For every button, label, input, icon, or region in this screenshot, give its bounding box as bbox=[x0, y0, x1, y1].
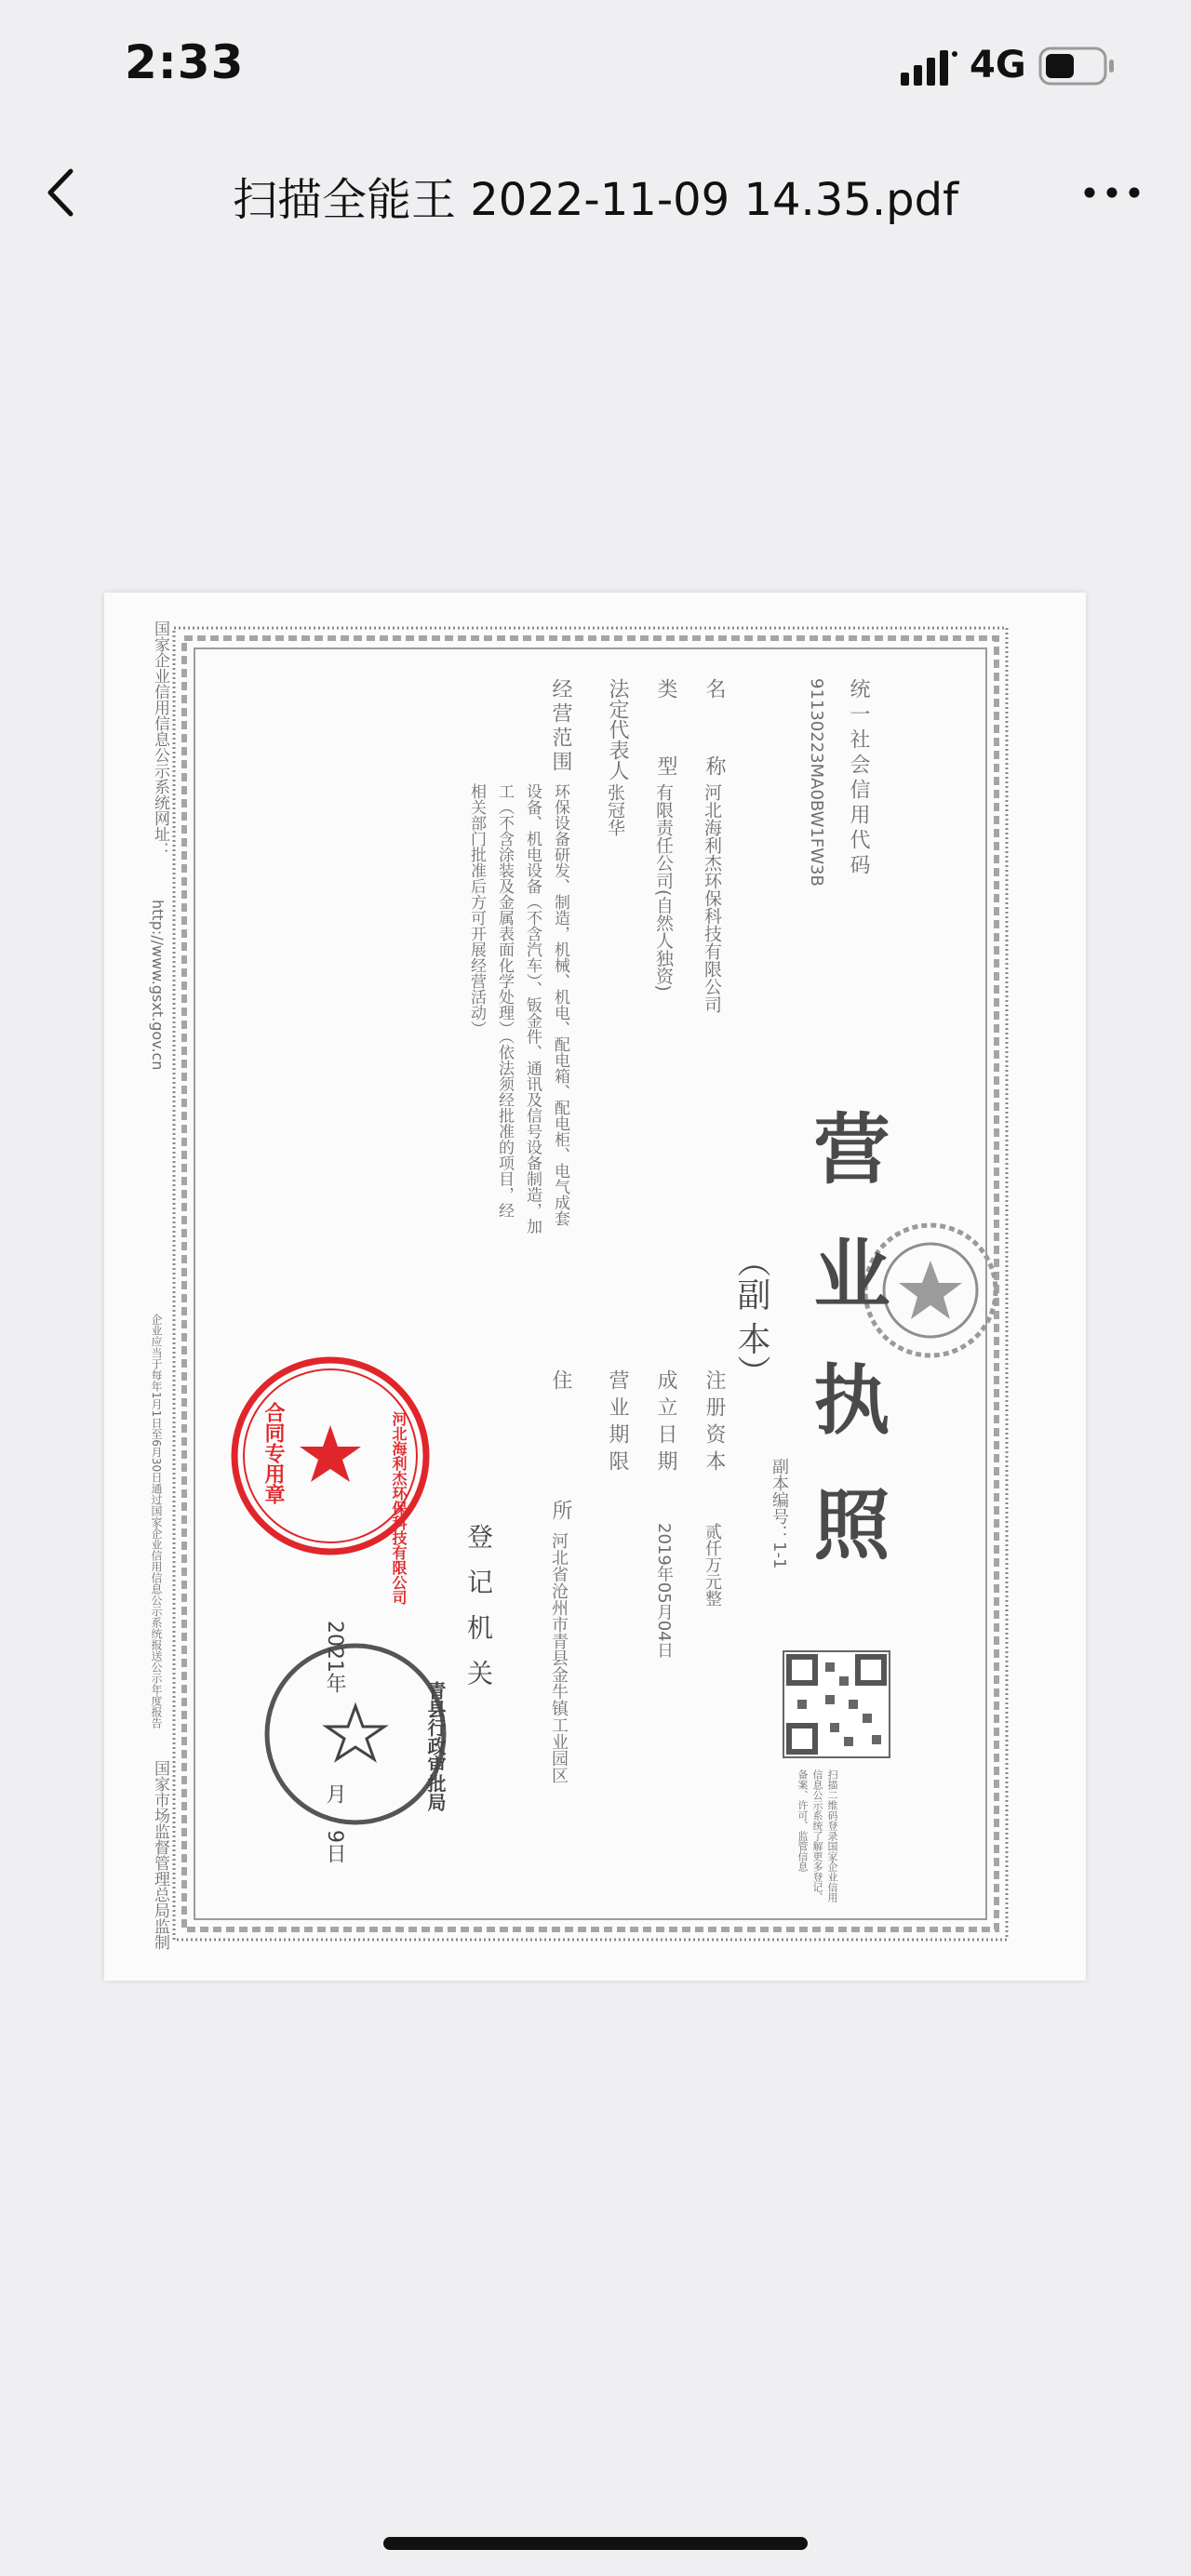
nav-bar bbox=[0, 140, 1191, 247]
page-title: 扫描全能王 2022-11-09 14.35.pdf bbox=[233, 174, 958, 226]
footer-url: http://www.gsxt.gov.cn bbox=[149, 900, 167, 1071]
document-graphics bbox=[104, 593, 1086, 1981]
registration-seal-gray bbox=[267, 1646, 444, 1822]
established-label: 成 立 日 期 bbox=[654, 1369, 677, 1471]
copy-number: 副本编号：1-1 bbox=[769, 1458, 789, 1569]
more-button[interactable] bbox=[1079, 162, 1144, 223]
footer-website-label: 国家企业信用信息公示系统网址： bbox=[151, 621, 169, 858]
home-indicator[interactable] bbox=[383, 2537, 808, 2550]
more-horizontal-icon bbox=[1079, 162, 1144, 223]
capital-value: 贰仟万元整 bbox=[703, 1523, 722, 1607]
address-label: 住 bbox=[549, 1369, 572, 1390]
signal-icon bbox=[901, 48, 960, 86]
document-page[interactable] bbox=[104, 593, 1086, 1981]
chevron-left-icon bbox=[35, 162, 91, 223]
legal-rep-value: 张冠华 bbox=[605, 783, 625, 836]
issue-month: 月 bbox=[323, 1783, 346, 1804]
battery-icon bbox=[1038, 47, 1117, 86]
document-title: 营 业 执 照 bbox=[801, 1109, 890, 1572]
status-bar bbox=[0, 0, 1191, 130]
footer-supervisor: 国家市场监督管理总局监制 bbox=[151, 1760, 169, 1950]
legal-rep-label: 法定代表人 bbox=[606, 678, 629, 781]
qr-code bbox=[783, 1651, 890, 1757]
stamp-red-text: 河北海利杰环保科技有限公司 bbox=[390, 1411, 408, 1605]
back-button[interactable] bbox=[35, 162, 91, 223]
address-value: 河北省沧州市青县金牛镇工业园区 bbox=[549, 1532, 569, 1783]
established-value: 2019年05月04日 bbox=[654, 1523, 674, 1659]
issue-year: 2021年 bbox=[323, 1621, 346, 1693]
term-label: 营 业 期 限 bbox=[606, 1369, 629, 1471]
qr-caption: 扫描二维码登录国家企业信用信息公示系统了解更多登记、备案、许可、监管信息 bbox=[796, 1769, 838, 1902]
stamp-gray-text: 青县行政审批局 bbox=[424, 1681, 447, 1811]
type-label-2: 型 bbox=[654, 755, 677, 776]
address-label-2: 所 bbox=[549, 1500, 572, 1520]
scope-line: 相关部门批准后方可开展经营活动） bbox=[467, 783, 486, 1036]
type-label: 类 bbox=[654, 678, 677, 699]
stamp-red-bottom: 合同专用章 bbox=[261, 1402, 285, 1504]
document-subtitle: （副 本） bbox=[732, 1244, 770, 1389]
credit-code-value: 91130223MA0BW1FW3B bbox=[807, 678, 826, 887]
registration-label: 登 记 机 关 bbox=[463, 1523, 494, 1691]
capital-label: 注 册 资 本 bbox=[703, 1369, 726, 1471]
status-time: 2:33 bbox=[125, 35, 245, 89]
scope-label: 经营范围 bbox=[549, 678, 572, 775]
issue-day: 9日 bbox=[323, 1830, 346, 1863]
name-value: 河北海利杰环保科技有限公司 bbox=[702, 783, 722, 1013]
name-label-2: 称 bbox=[703, 755, 726, 776]
credit-code-label: 统一社会信用代码 bbox=[847, 678, 870, 879]
footer-notice: 企业应当于每年1月1日至6月30日通过国家企业信用信息公示系统报送公示年度报告 bbox=[150, 1314, 163, 1729]
name-label: 名 bbox=[703, 678, 726, 699]
network-label: 4G bbox=[970, 44, 1026, 87]
scope-line: 工（不含涂装及金属表面化学处理）（依法须经批准的项目，经 bbox=[495, 783, 514, 1219]
type-value: 有限责任公司(自然人独资) bbox=[653, 783, 674, 992]
scope-line: 环保设备研发、制造，机械、机电、配电箱、配电柜、电气成套 bbox=[551, 783, 569, 1226]
scope-line: 设备、机电设备（不含汽车）、钣金件、通讯及信号设备制造，加 bbox=[523, 783, 542, 1235]
